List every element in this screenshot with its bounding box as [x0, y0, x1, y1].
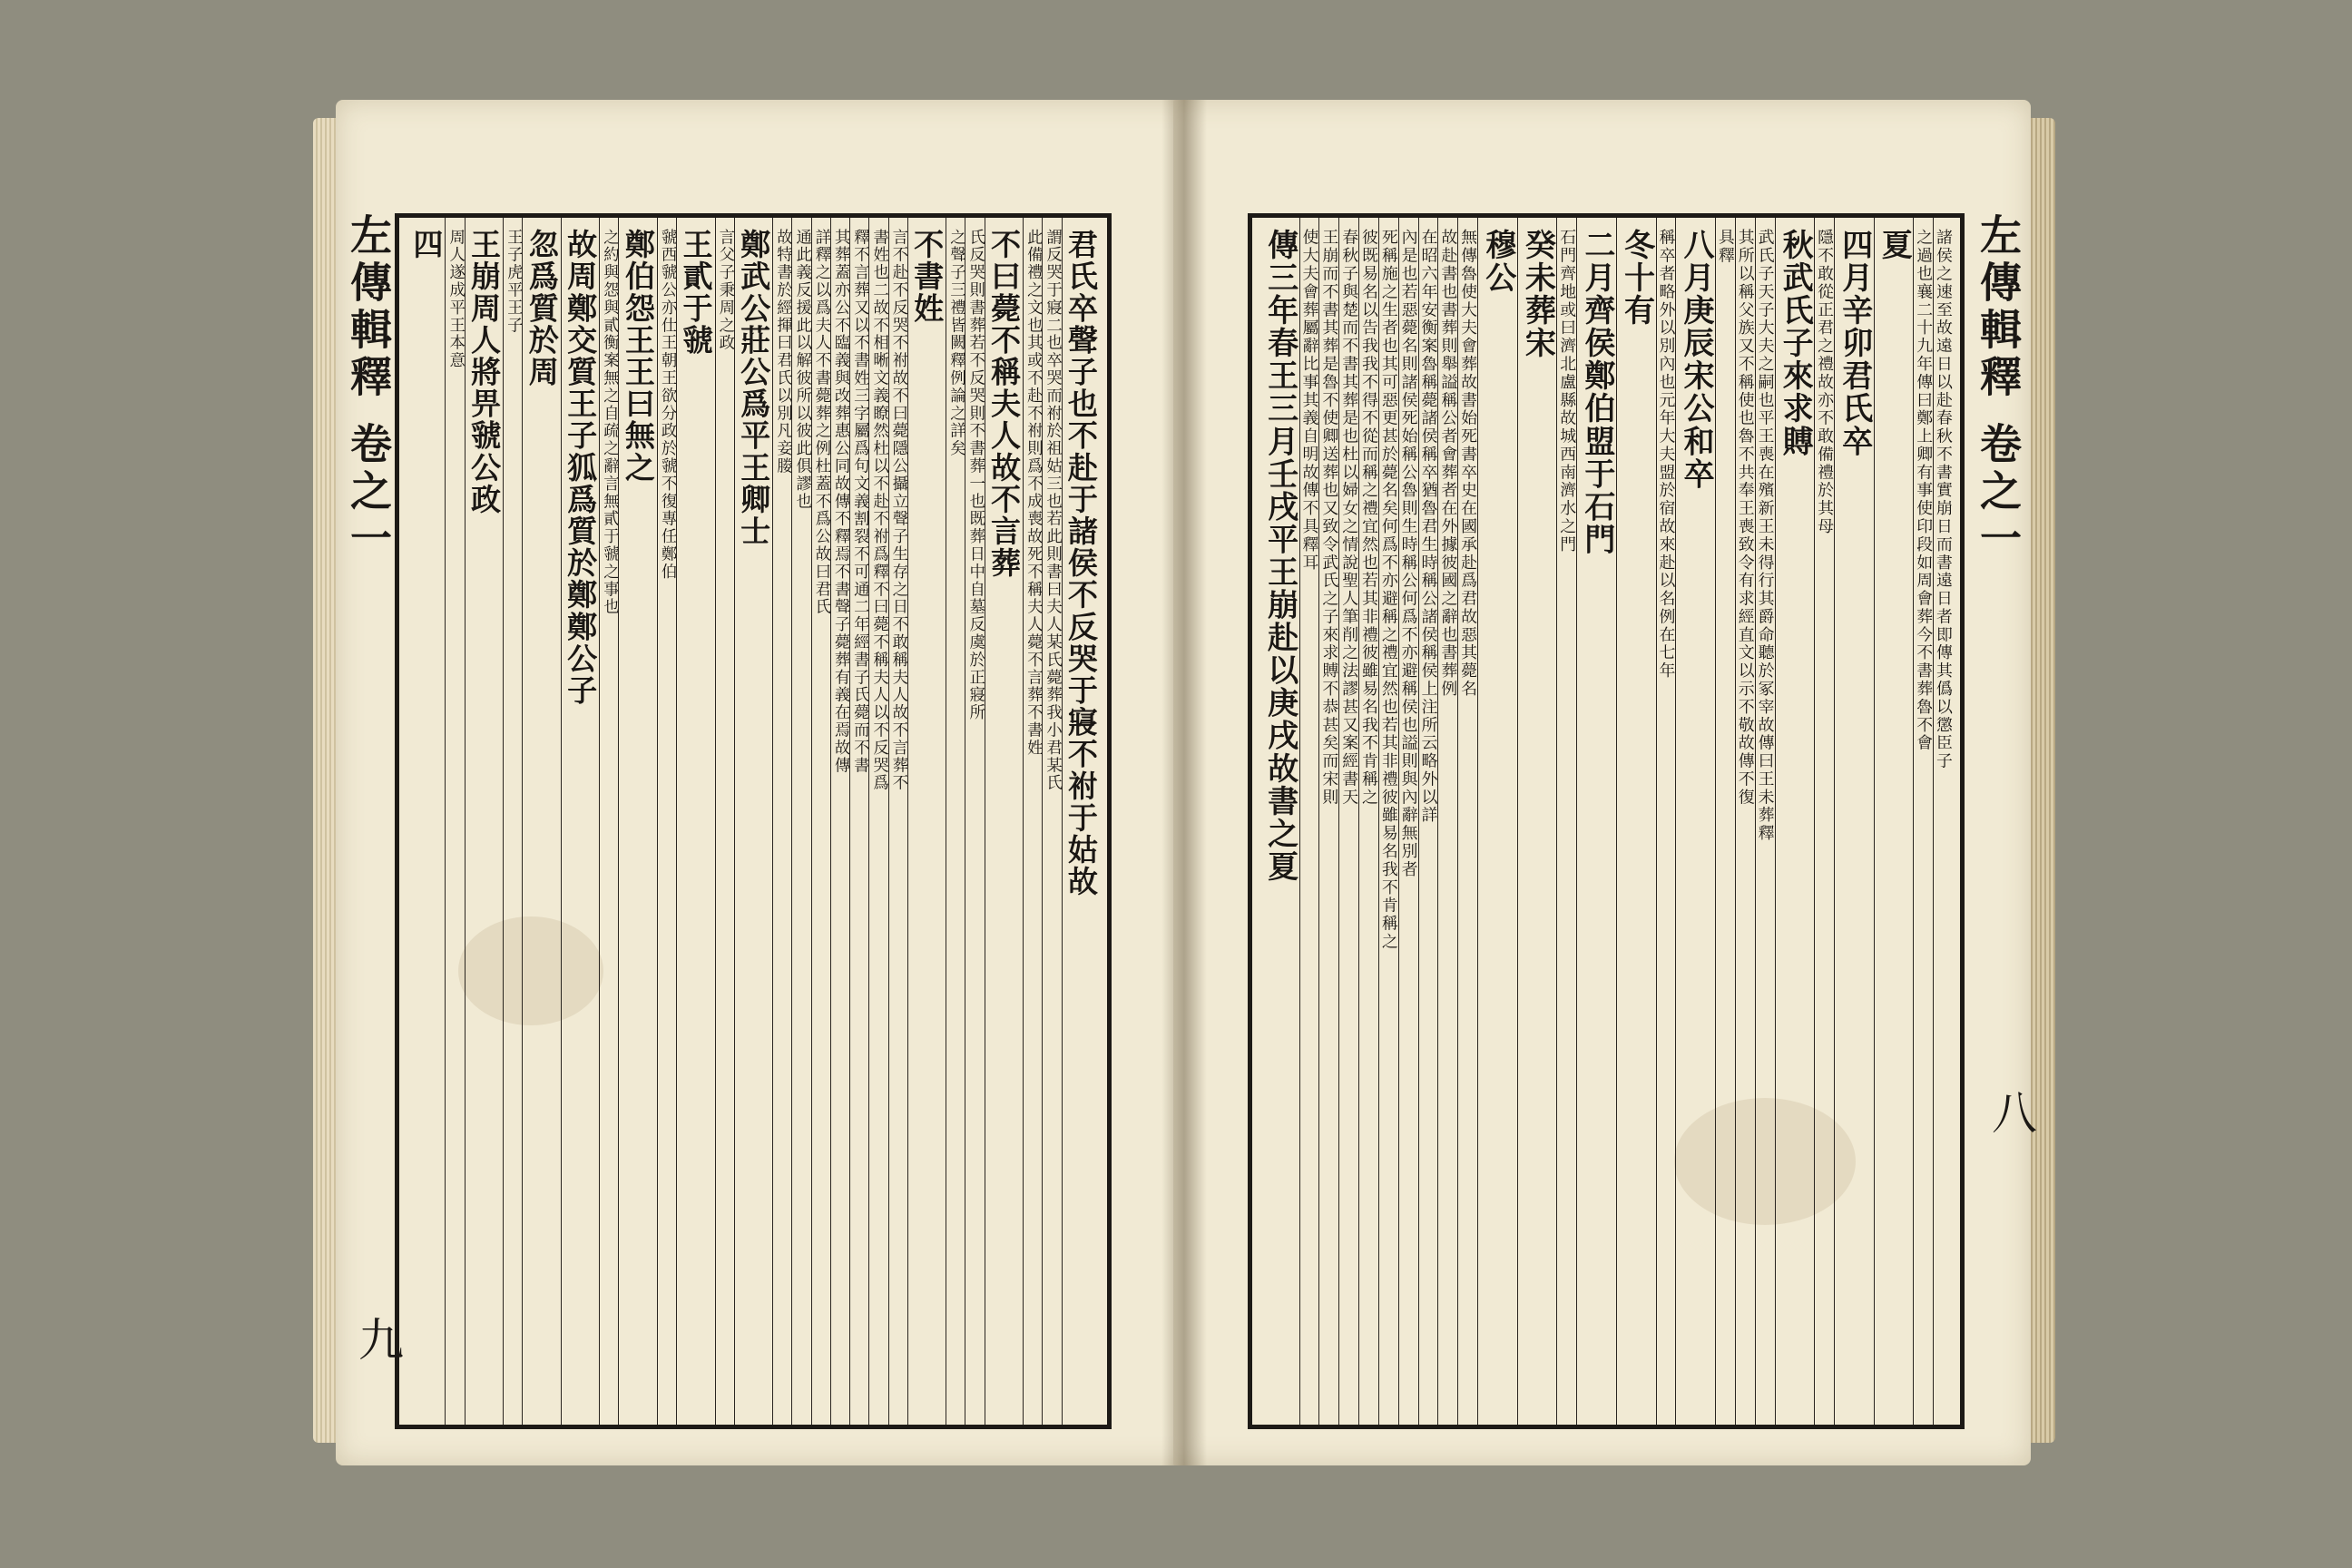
- commentary-column: 石門齊地或曰濟北盧縣故城西南濟水之門: [1557, 229, 1577, 554]
- column-rule: [1517, 218, 1518, 1425]
- commentary-column: 謂反哭于寢二也卒哭而祔於祖姑三也若此則書曰夫人某氏薨葬我小君某氏: [1043, 229, 1062, 792]
- commentary-column: 武氏子天子大夫之嗣也平王喪在殯新王未得行其爵命聽於冢宰故傳曰王未葬釋: [1755, 229, 1775, 843]
- column-rule: [811, 218, 812, 1425]
- commentary-column: 通此義反援此以解彼所以彼此俱謬也: [792, 229, 811, 511]
- commentary-column: 之過也襄二十九年傳曰鄭上卿有事使印段如周會葬今不書葬魯不會: [1914, 229, 1934, 752]
- column-rule: [1874, 218, 1875, 1425]
- commentary-column: 其葬蓋亦公不臨義與改葬惠公同故傳不釋焉不書聲子薨葬有義在焉故傳: [831, 229, 850, 775]
- main-text-column: 秋武氏子來求賻: [1777, 229, 1814, 458]
- main-text-column: 不書姓: [909, 229, 946, 325]
- column-rule: [1437, 218, 1438, 1425]
- commentary-column: 春秋子與楚而不書其葬是也杜以婦女之情說聖人筆削之法謬甚又案經書天: [1339, 229, 1359, 807]
- left-page-header: [333, 213, 400, 1420]
- column-rule: [657, 218, 658, 1425]
- column-rule: [1556, 218, 1557, 1425]
- column-rule: [1398, 218, 1399, 1425]
- column-rule: [907, 218, 908, 1425]
- main-text-column: 君氏卒聲子也不赴于諸侯不反哭于寢不祔于姑故: [1063, 229, 1099, 898]
- main-text-column: 鄭武公莊公爲平王卿士: [736, 229, 772, 547]
- column-rule: [1358, 218, 1359, 1425]
- commentary-column: 隱不敢從正君之禮故亦不敢備禮於其母: [1815, 229, 1835, 536]
- column-rule: [1834, 218, 1835, 1425]
- right-fore-edge: [2028, 118, 2055, 1443]
- column-rule: [1338, 218, 1339, 1425]
- column-rule: [1814, 218, 1815, 1425]
- main-text-column: 冬十有: [1618, 229, 1655, 328]
- commentary-column: 無傳魯使大夫會葬故書始死書卒史在國承赴爲君故惡其薨名: [1458, 229, 1478, 699]
- main-text-column: 王貳于虢: [678, 229, 714, 357]
- right-page-folio: 八: [1984, 1089, 2037, 1134]
- main-text-column: 不曰薨不稱夫人故不言葬: [986, 229, 1023, 580]
- column-rule: [1933, 218, 1934, 1425]
- column-rule: [1299, 218, 1300, 1425]
- column-rule: [849, 218, 850, 1425]
- column-rule: [1576, 218, 1577, 1425]
- main-text-column: 鄭伯怨王王曰無之: [620, 229, 656, 484]
- column-rule: [1913, 218, 1914, 1425]
- column-rule: [1457, 218, 1458, 1425]
- commentary-column: 彼既易名以告我我不得不從而稱之禮宜然也若其非禮彼雖易名我不肯稱之: [1358, 229, 1378, 807]
- main-text-column: 王崩周人將畀虢公政: [466, 229, 503, 515]
- commentary-column: 周人遂成平王本意: [446, 229, 465, 370]
- commentary-column: 死稱施之生者也其可惡更甚於薨名矣何爲不亦避稱之禮宜然也若其非禮彼雖易名我不肯稱之: [1378, 229, 1398, 951]
- column-rule: [1775, 218, 1776, 1425]
- commentary-column: 王子虎平王子: [504, 229, 523, 335]
- column-rule: [1735, 218, 1736, 1425]
- commentary-column: 諸侯之速至故遠日以赴春秋不書實崩日而書遠日者即傳其僞以懲臣子: [1933, 229, 1953, 770]
- column-rule: [1418, 218, 1419, 1425]
- column-rule: [1318, 218, 1319, 1425]
- commentary-column: 王崩而不書其葬是魯不使卿送葬也又致令武氏之子來求賻不恭甚矣而宋則: [1319, 229, 1339, 807]
- left-text-frame: [395, 213, 1112, 1429]
- column-rule: [830, 218, 831, 1425]
- commentary-column: 詳釋之以爲夫人不書薨葬之例杜蓋不爲公故曰君氏: [811, 229, 830, 616]
- commentary-column: 其所以稱父族又不稱使也魯不共奉王喪致令有求經直文以示不敬故傳不復: [1735, 229, 1755, 807]
- column-rule: [522, 218, 523, 1425]
- commentary-column: 稱卒者略外以別內也元年大夫盟於宿故來赴以名例在七年: [1656, 229, 1676, 681]
- commentary-column: 之約與怨與貳衡案無之自疏之辭言無貳于虢之事也: [600, 229, 619, 616]
- column-rule: [561, 218, 562, 1425]
- commentary-column: 氏反哭則書葬若不反哭則不書葬一也既葬日中自墓反虞於正寢所: [965, 229, 985, 722]
- column-rule: [1477, 218, 1478, 1425]
- right-text-frame: [1248, 213, 1965, 1429]
- commentary-column: 此備禮之文也其或不赴不祔則爲不成喪故死不稱夫人薨不言葬不書姓: [1024, 229, 1043, 757]
- main-text-column: 癸未葬宋: [1519, 229, 1556, 360]
- left-header-title: 左傳輯釋 卷之一: [344, 213, 393, 564]
- column-rule: [1062, 218, 1063, 1425]
- commentary-column: 故赴書也書葬則舉謚稱公者會葬者在外據彼國之辭也書葬例: [1438, 229, 1458, 699]
- main-text-column: 夏: [1876, 229, 1913, 262]
- column-rule: [599, 218, 600, 1425]
- main-text-column: 忽爲質於周: [524, 229, 560, 388]
- column-rule: [1755, 218, 1756, 1425]
- column-rule: [791, 218, 792, 1425]
- column-rule: [1023, 218, 1024, 1425]
- commentary-column: 故特書於經揮曰君氏以別凡妾媵: [773, 229, 792, 475]
- commentary-column: 虢西虢公亦仕王朝王欲分政於虢不復專任鄭伯: [658, 229, 677, 581]
- column-rule: [1675, 218, 1676, 1425]
- main-text-column: 二月齊侯鄭伯盟于石門: [1578, 229, 1615, 556]
- main-text-column: 四: [408, 229, 445, 261]
- column-rule: [445, 218, 446, 1425]
- book-gutter: [1161, 100, 1207, 1465]
- commentary-column: 書姓也二故不相晰文義瞭然杜以不赴不祔爲釋不曰薨不稱夫人以不反哭爲: [869, 229, 888, 792]
- column-rule: [888, 218, 889, 1425]
- column-rule: [1616, 218, 1617, 1425]
- column-rule: [1042, 218, 1043, 1425]
- open-book: [313, 100, 2055, 1465]
- left-page-folio: 九: [351, 1316, 404, 1361]
- column-rule: [503, 218, 504, 1425]
- column-rule: [1378, 218, 1379, 1425]
- commentary-column: 釋不言葬又以不書姓三字屬爲句文義割裂不可通二年經書子氏薨而不書: [850, 229, 869, 775]
- column-rule: [715, 218, 716, 1425]
- column-rule: [1715, 218, 1716, 1425]
- column-rule: [676, 218, 677, 1425]
- commentary-column: 內是也若惡薨名則諸侯死始稱公魯則生時稱公何爲不亦避稱侯也謚則與內辭無別者: [1398, 229, 1418, 879]
- right-page-header: [1963, 213, 2030, 1420]
- commentary-column: 之聲子三禮皆闕釋例論之詳矣: [946, 229, 965, 458]
- commentary-column: 言不赴不反哭不祔故不曰薨隱公攝立聲子生存之日不敢稱夫人故不言葬不: [888, 229, 907, 792]
- column-rule: [465, 218, 466, 1425]
- column-rule: [1656, 218, 1657, 1425]
- commentary-column: 具釋: [1715, 229, 1735, 265]
- column-rule: [618, 218, 619, 1425]
- main-text-column: 八月庚辰宋公和卒: [1678, 229, 1715, 491]
- right-header-title: 左傳輯釋 卷之一: [1974, 213, 2023, 564]
- main-text-column: 故周鄭交質王子狐爲質於鄭鄭公子: [563, 229, 599, 707]
- main-text-column: 傳三年春王三月壬戌平王崩赴以庚戌故書之夏: [1261, 229, 1298, 883]
- column-rule: [868, 218, 869, 1425]
- column-rule: [772, 218, 773, 1425]
- main-text-column: 穆公: [1479, 229, 1516, 295]
- commentary-column: 言父子秉周之政: [715, 229, 734, 352]
- commentary-column: 使大夫會葬屬辭比事其義自明故傳不具釋耳: [1299, 229, 1319, 572]
- commentary-column: 在昭六年安衡案魯稱薨諸侯稱卒猶魯君生時稱公諸侯稱侯上注所云略外以詳: [1418, 229, 1438, 825]
- main-text-column: 四月辛卯君氏卒: [1836, 229, 1873, 458]
- column-rule: [734, 218, 735, 1425]
